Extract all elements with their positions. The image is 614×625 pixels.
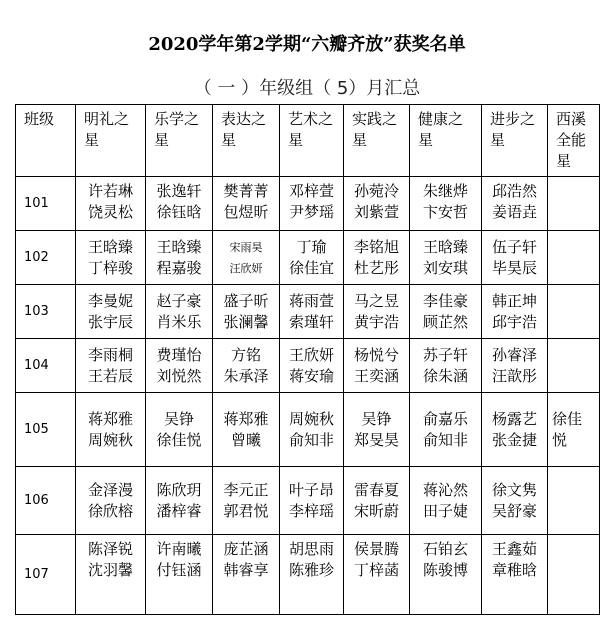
award-cell: [482, 393, 548, 467]
student-name: 俞知非: [288, 430, 334, 449]
student-name: 苏子轩: [422, 345, 468, 364]
student-name: 田子婕: [422, 501, 468, 520]
award-cell: [76, 177, 146, 231]
student-name: 尹梦瑶: [288, 203, 334, 221]
student-name: 吴铮: [163, 409, 194, 428]
student-name: 金泽漫: [87, 480, 133, 499]
student-name: 张澜馨: [223, 312, 269, 331]
student-name: 赵子豪: [156, 291, 202, 310]
award-cell: [482, 285, 548, 339]
student-name: 姜语垚: [491, 203, 537, 221]
award-cell: [280, 285, 344, 339]
table-row: [16, 393, 600, 467]
student-name: 俞嘉乐: [422, 409, 468, 428]
award-cell: [146, 339, 213, 393]
student-name: 韩正坤: [491, 291, 537, 310]
award-cell: [548, 393, 600, 467]
student-name: 包煜昕: [223, 203, 269, 221]
student-name: 悦: [552, 430, 568, 449]
award-cell: [548, 339, 600, 393]
student-name: 樊菁菁: [223, 182, 269, 200]
award-cell: [213, 393, 280, 467]
page-subtitle: （ 一 ）年级组（ 5）月汇总: [193, 78, 421, 99]
award-cell: [482, 231, 548, 285]
student-name: 顾芷然: [422, 312, 468, 331]
student-name: 汪欣妍: [229, 261, 263, 275]
student-name: 刘安琪: [422, 258, 468, 277]
student-name: 李铭旭: [353, 237, 399, 256]
table-row: [16, 231, 600, 285]
award-cell: [344, 285, 410, 339]
student-name: 徐朱涵: [422, 366, 468, 385]
column-header: 班级: [16, 105, 76, 177]
student-name: 王奕涵: [353, 366, 399, 385]
page-title: 2020学年第2学期“六瓣齐放”获奖名单: [148, 34, 466, 55]
student-name: 吴铮: [361, 409, 392, 428]
award-cell: [213, 535, 280, 615]
award-cell: [146, 467, 213, 535]
student-name: 潘梓睿: [156, 501, 202, 520]
student-name: 徐佳悦: [156, 430, 202, 449]
award-cell: [410, 535, 482, 615]
student-name: 刘紫萱: [353, 203, 399, 221]
award-cell: [213, 339, 280, 393]
column-header: 艺术之星: [280, 105, 344, 177]
award-cell: [280, 177, 344, 231]
award-cell: [482, 467, 548, 535]
award-cell: [482, 535, 548, 615]
award-cell: [410, 393, 482, 467]
column-header: 明礼之星: [76, 105, 146, 177]
column-header: 健康之星: [410, 105, 482, 177]
table-row: [16, 177, 600, 231]
student-name: 沈羽馨: [87, 561, 133, 579]
student-name: 程嘉骏: [156, 258, 202, 277]
class-cell: 105: [16, 393, 76, 467]
student-name: 曾曦: [230, 430, 261, 449]
student-name: 杜艺彤: [353, 258, 399, 277]
award-cell: [344, 467, 410, 535]
student-name: 李雨桐: [87, 345, 133, 364]
student-name: 肖米乐: [156, 312, 202, 331]
student-name: 孙菀泠: [353, 182, 399, 200]
student-name: 索瑾轩: [288, 312, 334, 331]
table-row: [16, 339, 600, 393]
student-name: 宋昕蔚: [353, 501, 399, 520]
student-name: 张逸轩: [156, 182, 202, 200]
award-cell: [146, 177, 213, 231]
award-cell: [344, 231, 410, 285]
class-cell: 107: [16, 535, 76, 615]
student-name: 李梓瑶: [288, 501, 334, 520]
award-cell: [410, 467, 482, 535]
award-cell: [213, 467, 280, 535]
award-cell: [410, 339, 482, 393]
class-cell: 103: [16, 285, 76, 339]
student-name: 方铭: [230, 345, 261, 364]
award-cell: [482, 177, 548, 231]
student-name: 朱承泽: [223, 366, 269, 385]
class-cell: 102: [16, 231, 76, 285]
award-cell: [76, 339, 146, 393]
student-name: 李佳豪: [422, 291, 468, 310]
student-name: 卞安哲: [422, 203, 468, 221]
student-name: 郭君悦: [223, 501, 269, 520]
award-cell: [213, 177, 280, 231]
award-cell: [76, 231, 146, 285]
student-name: 马之昱: [353, 291, 399, 310]
award-cell: [344, 177, 410, 231]
award-cell: [76, 393, 146, 467]
award-cell: [76, 535, 146, 615]
student-name: 俞知非: [422, 430, 468, 449]
student-name: 刘悦然: [156, 366, 202, 385]
student-name: 蒋郑雅: [87, 409, 133, 428]
student-name: 徐文隽: [491, 480, 537, 499]
student-name: 徐钰晗: [156, 203, 202, 221]
table-row: [16, 285, 600, 339]
student-name: 章稚晗: [491, 561, 537, 579]
class-cell: 104: [16, 339, 76, 393]
student-name: 徐佳: [552, 409, 583, 428]
student-name: 张金捷: [491, 430, 537, 449]
award-cell: [548, 467, 600, 535]
award-cell: [280, 535, 344, 615]
student-name: 蒋安瑜: [288, 366, 334, 385]
student-name: 雷春夏: [353, 480, 399, 499]
column-header: 进步之星: [482, 105, 548, 177]
award-cell: [548, 285, 600, 339]
student-name: 邱浩然: [491, 182, 537, 200]
student-name: 伍子轩: [491, 237, 537, 256]
student-name: 饶灵松: [87, 203, 133, 221]
student-name: 蒋郑雅: [223, 409, 269, 428]
table-row: [16, 467, 600, 535]
student-name: 周婉秋: [288, 409, 334, 428]
column-header: 实践之星: [344, 105, 410, 177]
award-cell: [146, 393, 213, 467]
column-header: 乐学之星: [146, 105, 213, 177]
award-cell: [548, 535, 600, 615]
student-name: 徐欣榕: [87, 501, 133, 520]
student-name: 杨悦兮: [353, 345, 399, 364]
student-name: 王若辰: [87, 366, 133, 385]
student-name: 蒋雨萱: [288, 291, 334, 310]
award-cell: [280, 231, 344, 285]
award-cell: [410, 177, 482, 231]
student-name: 侯景腾: [353, 540, 399, 558]
award-cell: [410, 285, 482, 339]
student-name: 盛子昕: [223, 291, 269, 310]
student-name: 毕昊辰: [491, 258, 537, 277]
student-name: 徐佳宜: [288, 258, 334, 277]
award-cell: [213, 231, 280, 285]
class-cell: 106: [16, 467, 76, 535]
award-cell: [146, 535, 213, 615]
award-cell: [344, 393, 410, 467]
student-name: 黄宇浩: [353, 312, 399, 331]
student-name: 叶子昂: [288, 480, 334, 499]
award-cell: [410, 231, 482, 285]
student-name: 王晗臻: [422, 237, 468, 256]
student-name: 李元正: [223, 480, 269, 499]
student-name: 庞芷涵: [223, 540, 269, 558]
student-name: 王晗臻: [156, 237, 202, 256]
student-name: 吴舒豪: [491, 501, 537, 520]
student-name: 许若琳: [87, 182, 133, 200]
student-name: 韩睿享: [223, 561, 269, 579]
student-name: 石铂玄: [422, 540, 468, 558]
student-name: 朱继烨: [422, 182, 468, 200]
award-cell: [146, 285, 213, 339]
student-name: 丁梓菡: [353, 561, 399, 579]
student-name: 陈欣玥: [156, 480, 202, 499]
table-row: [16, 535, 600, 615]
award-cell: [146, 231, 213, 285]
student-name: 胡思雨: [288, 540, 334, 558]
award-cell: [280, 393, 344, 467]
student-name: 王欣妍: [288, 345, 334, 364]
student-name: 丁梓骏: [87, 258, 133, 277]
award-cell: [280, 339, 344, 393]
student-name: 李曼妮: [87, 291, 133, 310]
student-name: 邓梓萱: [288, 182, 334, 200]
student-name: 郑旻昊: [353, 430, 399, 449]
student-name: 张宇辰: [87, 312, 133, 331]
class-cell: 101: [16, 177, 76, 231]
award-cell: [76, 467, 146, 535]
student-name: 付钰涵: [156, 561, 202, 579]
student-name: 周婉秋: [87, 430, 133, 449]
student-name: 王晗臻: [87, 237, 133, 256]
student-name: 杨露艺: [491, 409, 537, 428]
award-cell: [482, 339, 548, 393]
student-name: 汪歆彤: [491, 366, 537, 385]
student-name: 陈泽锐: [87, 540, 133, 558]
student-name: 蒋沁然: [422, 480, 468, 499]
student-name: 王鑫茹: [491, 540, 537, 558]
student-name: 邱宇浩: [491, 312, 537, 331]
student-name: 宋雨昊: [229, 240, 263, 254]
award-cell: [280, 467, 344, 535]
student-name: 许南曦: [156, 540, 202, 558]
student-name: 陈雅珍: [288, 561, 334, 579]
student-name: 费瑾怡: [156, 345, 202, 364]
student-name: 丁瑜: [296, 237, 327, 256]
column-header: 表达之星: [213, 105, 280, 177]
award-cell: [213, 285, 280, 339]
student-name: 陈骏博: [422, 561, 468, 579]
column-header: 西溪全能星: [548, 105, 600, 177]
award-cell: [76, 285, 146, 339]
award-cell: [548, 231, 600, 285]
student-name: 孙睿泽: [491, 345, 537, 364]
award-cell: [344, 339, 410, 393]
award-cell: [344, 535, 410, 615]
awards-table: [15, 104, 600, 615]
header-row: [16, 105, 600, 177]
award-cell: [548, 177, 600, 231]
